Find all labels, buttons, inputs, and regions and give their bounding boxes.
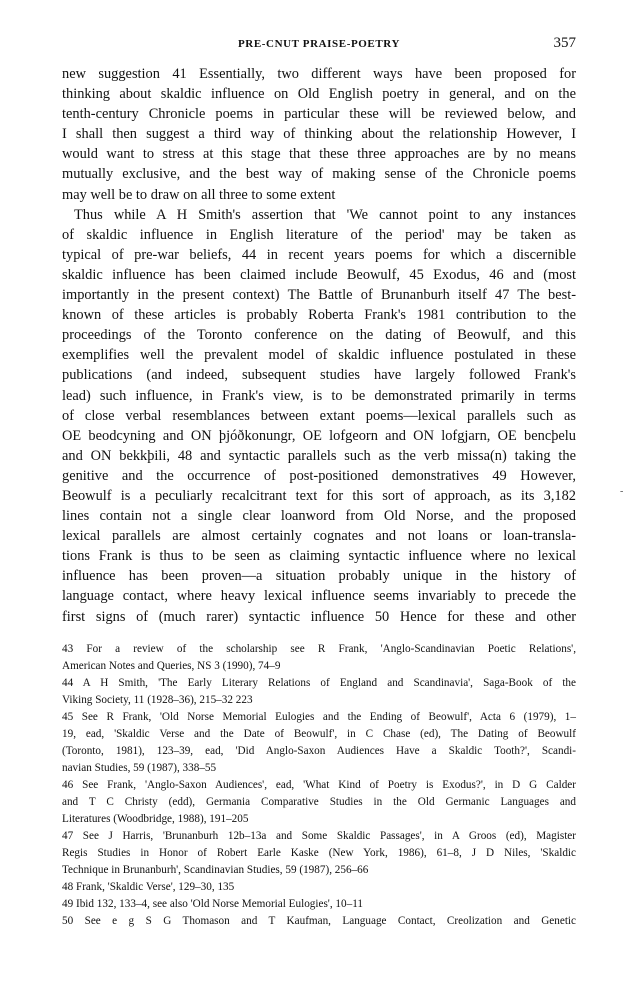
body-line: and ON bekkþili, 48 and syntactic parallels such as the verb missa(n) taking the	[62, 447, 576, 464]
body-line: proceedings of the Toronto conference on the dating of Beowulf, and this	[62, 327, 576, 344]
running-head	[62, 35, 576, 58]
footnote-line: Literatures (Woodbridge, 1988), 191–205	[62, 812, 249, 825]
body-line: Beowulf is a peculiarly recalcitrant text for this sort of approach, as its 3,182	[62, 487, 576, 504]
body-line: mutually exclusive, and the best way of making sense of the Chronicle poems	[62, 166, 576, 183]
body-line: language contact, where heavy lexical influence seems invariably to precede the	[62, 588, 576, 605]
footnote-line: 49 Ibid 132, 133–4, see also 'Old Norse Memorial Eulogies', 10–11	[62, 897, 363, 910]
page-number: 357	[553, 35, 576, 51]
footnote-line: navian Studies, 59 (1987), 338–55	[62, 761, 217, 774]
footnote-line: 45 See R Frank, 'Old Norse Memorial Eulogies and the Ending of Beowulf', Acta 6 (1979), 1–	[62, 710, 576, 723]
body-line: would want to stress at this stage that these three approaches are by no means	[62, 146, 576, 163]
running-title: PRE-CNUT PRAISE-POETRY	[237, 38, 401, 50]
body-line: known of these articles is probably Roberta Frank's 1981 contribution to the	[62, 307, 576, 324]
body-line: thinking about skaldic influence on Old English poetry in general, and on the	[62, 86, 576, 103]
body-line: publications (and indeed, subsequent studies have largely followed Frank's	[62, 367, 576, 384]
footnote-line: Technique in Brunanburh', Scandinavian Studies, 59 (1987), 256–66	[62, 863, 369, 876]
footnote-line: American Notes and Queries, NS 3 (1990), 74–9	[62, 659, 281, 672]
footnote-line: 43 For a review of the scholarship see R Frank, 'Anglo-Scandinavian Poetic Relations',	[62, 642, 576, 655]
body-line: lines contain not a single clear loanword from Old Norse, and the proposed	[62, 508, 576, 525]
book-page	[62, 35, 576, 930]
body-line: Thus while A H Smith's assertion that 'We cannot point to any instances	[74, 206, 576, 223]
footnote-line: Regis Studies in Honor of Robert Earle Kaske (New York, 1986), 61–8, J D Niles, 'Skaldic	[62, 846, 576, 859]
body-line: influence has been proven—a situation probably unique in the history of	[62, 568, 576, 585]
body-line: exemplifies well the prevalent model of skaldic influence postulated in these	[62, 347, 576, 364]
footnote-line: Viking Society, 11 (1928–36), 215–32 223	[62, 693, 253, 706]
footnote-line: 48 Frank, 'Skaldic Verse', 129–30, 135	[62, 880, 235, 893]
body-line: skaldic influence has been claimed include Beowulf, 45 Exodus, 46 and (most	[62, 266, 576, 283]
margin-mark: -	[620, 486, 624, 497]
body-line: genitive and the occurrence of post-positioned demonstratives 49 However,	[62, 467, 576, 484]
footnote-line: (Toronto, 1981), 123–39, ead, 'Did Anglo-Saxon Audiences Have a Skaldic Tooth?', Scandi-	[62, 744, 576, 757]
footnote-line: 44 A H Smith, 'The Early Literary Relations of England and Scandinavia', Saga-Book of the	[62, 676, 576, 689]
body-line: tions Frank is thus to be seen as claiming syntactic influence where no lexical	[62, 548, 576, 565]
body-text	[62, 64, 576, 627]
body-line: I shall then suggest a third way of thinking about the relationship However, I	[62, 126, 576, 143]
body-line: OE beodcyning and ON þjóðkonungr, OE lofgeorn and ON lofgjarn, OE bencþelu	[62, 427, 576, 444]
footnote-line: 47 See J Harris, 'Brunanburh 12b–13a and Some Skaldic Passages', in A Groos (ed), Magister	[62, 829, 576, 842]
body-line: lexical parallels are almost certainly cognates and not loans or loan-transla-	[62, 528, 576, 545]
footnote-line: 19, ead, 'Skaldic Verse and the Date of Beowulf', in C Chase (ed), The Dating of Beowulf	[62, 727, 576, 740]
body-line: lead) such influence, in Frank's view, is to be demonstrated primarily in terms	[62, 387, 576, 404]
body-line: of close verbal resemblances between extant poems—lexical parallels such as	[62, 407, 576, 424]
footnote-line: 50 See e g S G Thomason and T Kaufman, Language Contact, Creolization and Genetic	[62, 914, 576, 927]
body-line: importantly in the present context) The Battle of Brunanburh itself 47 The best-	[62, 287, 576, 304]
footnote-line: 46 See Frank, 'Anglo-Saxon Audiences', ead, 'What Kind of Poetry is Exodus?', in D G Calder	[62, 778, 576, 791]
footnotes	[62, 641, 576, 930]
body-line: may well be to draw on all three to some extent	[62, 186, 336, 203]
body-line: tenth-century Chronicle poems in particular these will be reviewed below, and	[62, 106, 576, 123]
body-line: of skaldic influence in English literature of the period' may be taken as	[62, 226, 576, 243]
footnote-line: and T C Christy (edd), Germania Comparative Studies in the Old Germanic Languages and	[62, 795, 576, 808]
body-line: typical of pre-war beliefs, 44 in recent years poems for which a discernible	[62, 246, 576, 263]
body-line: new suggestion 41 Essentially, two different ways have been proposed for	[62, 66, 576, 82]
body-line: first signs of (much rarer) syntactic influence 50 Hence for these and other	[62, 608, 576, 625]
